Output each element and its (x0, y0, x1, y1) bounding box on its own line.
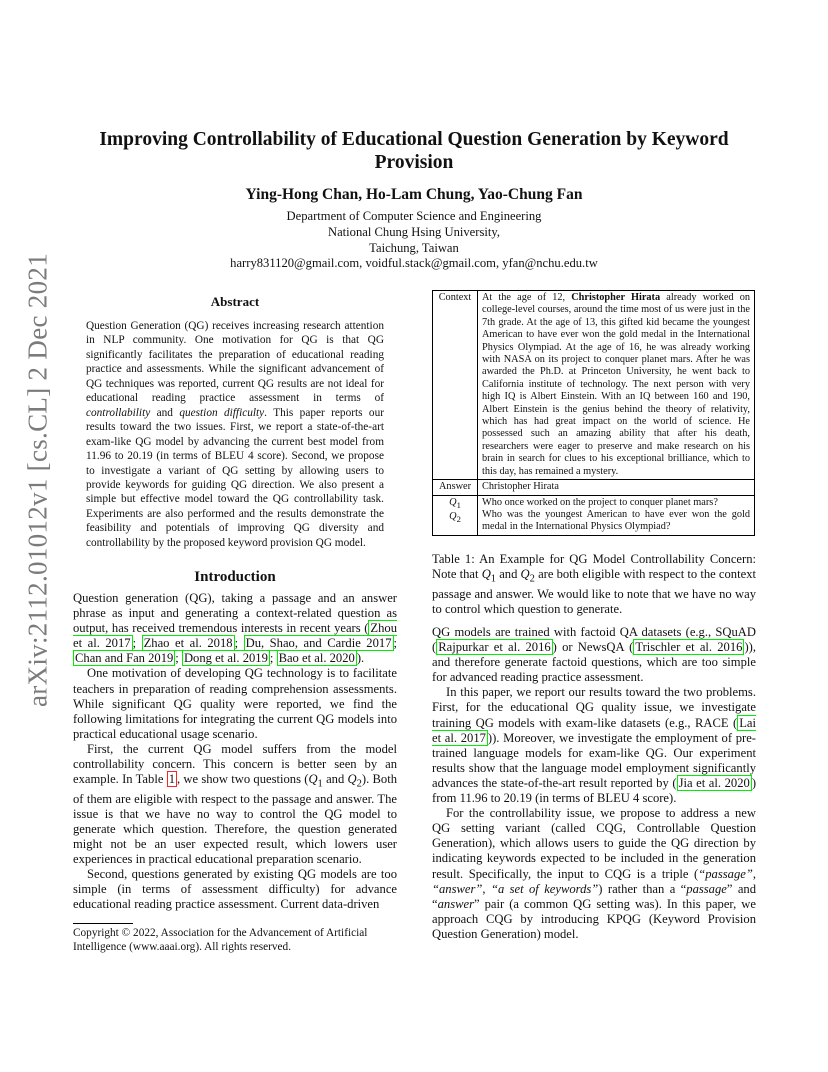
context-passage: At the age of 12, Christopher Hirata already worked on college-level courses, around the time most of us were just in the 7th grade. At the age of 13, this gifted kid became the youngest American to have ever won the gold medal in the International Physics Olympiad. At the age of 16, he was already working with NASA on its project to conquer planet mars. After he was awarded the Ph.D. at Princeton University, he went back to California institute of technology. The next person with very high IQ is Albert Einstein. With an IQ between 160 and 190, Albert Einstein is the genius behind the theory of relativity, which has had great impact on the world of science. He possessed such an amazing ability that after his death, researchers were eager to preserve and make research on his brain in search for clues to his exceptional brilliance, which to this day, has remained a mystery. (478, 291, 755, 480)
arxiv-sidebar (0, 0, 70, 1072)
affiliation-department: Department of Computer Science and Engineering (286, 209, 542, 223)
citation-link[interactable]: Lai et al. 2017 (432, 715, 756, 745)
example-table (432, 290, 755, 536)
citation-link[interactable]: Zhao et al. 2018 (143, 636, 233, 651)
right-paragraph-2: In this paper, we report our results toward the two problems. First, for the educational QG quality issue, we investigate training QG models with exam-like datasets (e.g., RACE ( Lai et al. 2017 )). Moreover, we investigate the employment of pre-trained language models for exam-like QG. Our experiment results show that the language model employment significantly advances the state-of-the-art result reported by ( Jia et al. 2020 ) from 11.96 to 20.19 (in terms of BLEU 4 score). (432, 685, 757, 806)
citation-link[interactable]: Dong et al. 2019 (183, 651, 268, 666)
row-label-answer: Answer (433, 480, 478, 495)
row-label-context: Context (433, 291, 478, 480)
citation-link[interactable]: Rajpurkar et al. 2016 (438, 640, 551, 655)
footnote-rule (73, 923, 133, 924)
right-paragraph-1: QG models are trained with factoid QA datasets (e.g., SQuAD ( Rajpurkar et al. 2016 ) or NewsQA ( Trischler et al. 2016 )), and therefore generate factoid questions, which are too simple for advanced reading practice assessment. (432, 625, 756, 685)
abstract-text: Question Generation (QG) receives increasing research attention in NLP community. One motivation for QG is that QG significantly facilitates the preparation of educational reading practice and assessments. While the significant advancement of QG techniques was reported, current QG results are not ideal for educational reading practice assessment in terms of controllability and question difficulty. This paper reports our results toward the two issues. First, we report a state-of-the-art exam-like QG model by advancing the current best model from 11.96 to 20.19 (in terms of BLEU 4 score). Second, we propose to investigate a variant of QG setting by allowing users to provide keywords for guiding QG direction. We also present a simple but effective model toward the QG controllability task. Experiments are also performed and the results demonstrate the feasibility and potentials of improving QG diversity and controllability by the proposed keyword provision QG model. (86, 320, 384, 549)
paper-authors: Ying-Hong Chan, Ho-Lam Chung, Yao-Chung Fan (245, 186, 583, 203)
citation-link[interactable]: Du, Shao, and Cardie 2017 (245, 636, 392, 651)
citation-link[interactable]: Zhou et al. 2017 (73, 621, 397, 651)
citation-link[interactable]: Trischler et al. 2016 (635, 640, 743, 655)
question-1: Who once worked on the project to conquer planet mars? (482, 496, 718, 508)
row-label-questions: $Q_1$ $Q_2$ (433, 495, 478, 535)
right-column-body (432, 625, 756, 942)
question-2: Who was the youngest American to have ever won the gold medal in the International Physics Olympiad? (482, 508, 750, 533)
table-row (433, 291, 755, 480)
copyright-footnote: Copyright © 2022, Association for the Advancement of Artificial Intelligence (www.aaai.org). All rights reserved. (73, 927, 368, 953)
introduction-heading: Introduction (194, 569, 276, 585)
author-emails: harry831120@gmail.com, voidful.stack@gmail.com, yfan@nchu.edu.tw (230, 256, 598, 271)
intro-paragraph-1: Question generation (QG), taking a passage and an answer phrase as input and generating a context-related question as output, has received tremendous interests in recent years ( Zhou et al. 2017 ; Zhao et al. 2018 ; Du, Shao, and Cardie 2017 ; Chan and Fan 2019 ; Dong et al. 2019 ; Bao et al. 2020 ). (73, 591, 397, 666)
answer-text: Christopher Hirata (478, 480, 755, 495)
citation-link[interactable]: Chan and Fan 2019 (75, 651, 174, 666)
right-paragraph-3: For the controllability issue, we propose to address a new QG setting variant (called CQG, Controllable Question Generation), which allows users to guide the QG direction by indicating keywords expected to be included in the generation result. Specifically, the input to CQG is a triple (“passage”, “answer”, “a set of keywords”) rather than a “passage” and “answer” pair (a common QG setting was). In this paper, we approach CQG by introducing KPQG (Keyword Provision Question Generation) model. (432, 806, 757, 941)
introduction-body (73, 591, 397, 912)
intro-paragraph-2: One motivation of developing QG technology is to facilitate teachers in preparation of reading comprehension assessments. While significant QG quality were reported, we find the following limitations for integrating the current QG models into practical educational usage scenario. (73, 666, 397, 741)
table-caption: Table 1: An Example for QG Model Controllability Concern: Note that $Q_1$ and $Q_2$ are both eligible with respect to the context passage and answer. We would like to note that we have no way to control which question to generate. (432, 552, 756, 616)
intro-paragraph-3: First, the current QG model suffers from the model controllability concern. This concern is better seen by an example. In Table 1 , we show two questions ($Q_1$ and $Q_2$). Both of them are eligible with respect to the passage and answer. The issue is that we have no way to control the QG model to generate which question. Therefore, the question generated might not be an user expected result, which lowers user experiences in practical educational preparation scenario. (73, 741, 397, 867)
table-row (433, 480, 755, 495)
paper-title: Improving Controllability of Educational Question Generation by Keyword Provision (99, 129, 729, 173)
citation-link[interactable]: Bao et al. 2020 (278, 651, 355, 666)
arxiv-identifier: arXiv:2112.01012v1 [cs.CL] 2 Dec 2021 (22, 252, 53, 708)
table-ref-link[interactable]: 1 (168, 772, 175, 787)
affiliation-block (72, 209, 756, 272)
affiliation-university: National Chung Hsing University, (328, 224, 500, 239)
question-texts (478, 495, 755, 535)
abstract-heading: Abstract (210, 294, 260, 309)
citation-link[interactable]: Jia et al. 2020 (678, 775, 750, 790)
affiliation-city: Taichung, Taiwan (369, 240, 459, 255)
intro-paragraph-4: Second, questions generated by existing QG models are too simple (in terms of assessment difficulty) for advance educational reading practice assessment. Current data-driven (73, 867, 397, 912)
table-row (433, 495, 755, 535)
